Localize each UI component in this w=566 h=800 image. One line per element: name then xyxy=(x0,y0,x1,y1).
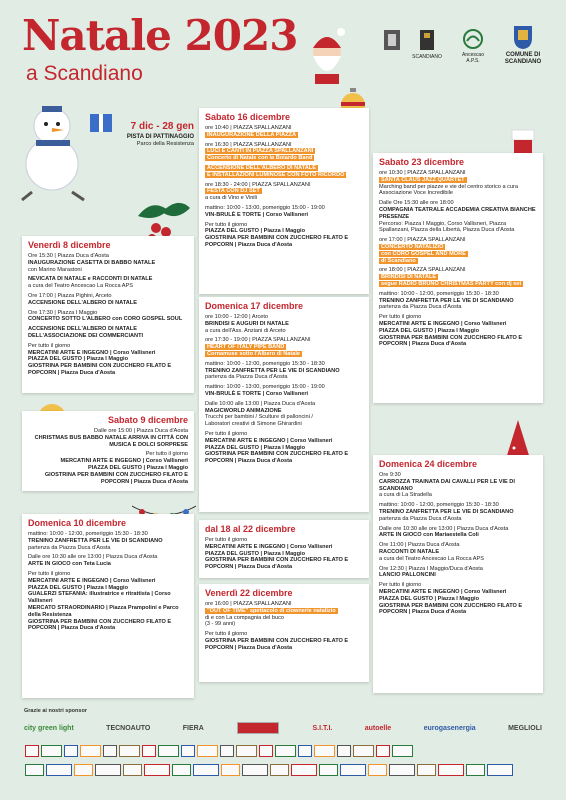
sponsor-logo xyxy=(389,764,415,776)
card-title: Venerdì 22 dicembre xyxy=(205,588,293,598)
logo-shield xyxy=(376,28,408,54)
sponsor-logo xyxy=(25,745,39,757)
snowman-icon xyxy=(12,92,122,204)
santa-icon xyxy=(305,26,349,84)
sponsor-logo xyxy=(221,764,240,776)
card-title: dal 18 al 22 dicembre xyxy=(205,524,296,534)
sponsor-logo xyxy=(103,745,117,757)
card-title: Domenica 10 dicembre xyxy=(28,518,127,528)
sponsor-logo xyxy=(368,764,387,776)
card-dal-18-al-22: dal 18 al 22 dicembre Per tutto il giorno MERCATINI ARTE E INGEGNO | Corso Vallisneri PIAZZA DEL GUSTO | Piazza I Maggio GIOSTRINA PER BAMBINI CON ZUCCHERO FILATO E POPCORN | Piazza Duca d'Aosta xyxy=(199,520,369,578)
sponsors-section xyxy=(24,708,542,794)
card-title: Sabato 16 dicembre xyxy=(205,112,291,122)
sponsor-logo xyxy=(340,764,366,776)
sponsor-logo xyxy=(337,745,351,757)
sponsor-logo-strip xyxy=(24,744,542,788)
sponsor-logo: eurogasenergia xyxy=(423,724,476,732)
page-title: Natale 2023 xyxy=(22,11,298,60)
sponsor-logo xyxy=(181,745,195,757)
sponsor-logo xyxy=(417,764,436,776)
sponsor-logo: TECNOAUTO xyxy=(106,724,151,732)
sponsor-logo xyxy=(438,764,464,776)
sponsor-logo xyxy=(80,745,101,757)
sponsor-logo xyxy=(25,764,44,776)
card-title: Venerdì 8 dicembre xyxy=(28,240,111,250)
sponsor-logo xyxy=(144,764,170,776)
sponsor-logo xyxy=(319,764,338,776)
pattinaggio-block xyxy=(112,121,194,148)
sponsor-logo xyxy=(298,745,312,757)
card-venerdi-22: Venerdì 22 dicembre ore 16:00 | PIAZZA SPALLANZANI "OUT OF TIME" spettacolo di clownerie natalizio di e con La compagnia del buco (3 - 99 anni) Per tutto il giorno GIOSTRINA PER BAMBINI CON ZUCCHERO FILATO E POPCORN | Piazza Duca d'Aosta xyxy=(199,584,369,682)
card-domenica-17: Domenica 17 dicembre ore 10:00 - 12:00 | Arceto BRINDISI E AUGURI DI NATALE a cura dell'Ass. Anziani di Arceto ore 17:30 - 19:00 | PIAZZA SPALLANZANI HEART OF ITALY PIPE BAND Cornamuse sotto l'Albero di Natale mattino: 10:00 - 12:00, pomeriggio 15:30 - 18:30 TRENINO ZANFRETTA PER LE VIE DI SCANDIANO partenza da Piazza Duca d'Aosta mattino: 10:00 - 13:00, pomeriggio 15:00 - 19:00 VIN-BRULÈ E TORTE | Corso Vallisneri Dalle 10:00 alle 13:00 | Piazza Duca d'Aosta MAGICWORLD ANIMAZIONE Trucchi per bambini / Sculture di palloncini / Laboratori creativi di Simone Ghirardini Per tutto il giorno MERCATINI ARTE E INGEGNO | Corso Vallisneri PIAZZA DEL GUSTO | Piazza I Maggio GIOSTRINA PER BAMBINI CON ZUCCHERO FILATO E POPCORN | Piazza Duca d'Aosta xyxy=(199,297,369,512)
sponsor-logo: autoelle xyxy=(364,724,392,732)
card-title: Sabato 9 dicembre xyxy=(107,415,188,425)
card-domenica-10: Domenica 10 dicembre mattino: 10:00 - 12:00, pomeriggio 15:30 - 18:30 TRENINO ZANFRETTA PER LE VIE DI SCANDIANO partenza da Piazza Duca d'Aosta Dalle ore 10:30 alle ore 13:00 | Piazza Duca d'Aosta ARTE IN GIOCO con Teta Lucia Per tutto il giorno MERCATINI ARTE E INGEGNO | Corso Vallisneri PIAZZA DEL GUSTO | Piazza I Maggio GUALERZI STEFANIA: illustratrice e ritrattista | Corso Vallisneri MERCATO STRAORDINARIO | Piazza Prampolini e Parco della Resistenza GIOSTRINA PER BAMBINI CON ZUCCHERO FILATO E POPCORN | Piazza Duca d'Aosta xyxy=(22,514,194,698)
pattinaggio-place: Parco della Resistenza xyxy=(136,141,194,147)
sponsor-logo xyxy=(487,764,513,776)
sponsor-logo: FIERA xyxy=(182,724,204,732)
sponsor-logo xyxy=(291,764,317,776)
sponsor-logo xyxy=(376,745,390,757)
sponsor-logo xyxy=(259,745,273,757)
sponsor-logo: MEGLIOLI xyxy=(508,724,542,732)
card-sabato-9: Sabato 9 dicembre Dalle ore 15:00 | Piazza Duca d'Aosta CHRISTMAS BUS BABBO NATALE ARRIVA IN CITTÀ CON MUSICA E DOLCI SORPRESE Per tutto il giorno MERCATINI ARTE E INGEGNO | Corso Vallisneri PIAZZA DEL GUSTO | Piazza I Maggio GIOSTRINA PER BAMBINI CON ZUCCHERO FILATO E POPCORN | Piazza Duca d'Aosta xyxy=(22,411,194,491)
page-subtitle: a Scandiano xyxy=(26,62,143,85)
sponsor-logo xyxy=(95,764,121,776)
sponsor-logo xyxy=(237,722,279,734)
card-venerdi-8: Venerdì 8 dicembre Ore 15:30 | Piazza Duca d'Aosta INAUGURAZIONE CASETTA DI BABBO NATALE con Marino Marastoni NEVICATA DI NATALE e RACCONTI DI NATALE a cura del Teatro Ancescao La Rocca APS Ore 17:00 | Piazza Pighini, Arceto ACCENSIONE DELL'ALBERO DI NATALE Ore 17:30 | Piazza I Maggio CONCERTO SOTTO L'ALBERO con CORO GOSPEL SOUL ACCENSIONE DELL'ALBERO DI NATALE DELL'ASSOCIAZIONE DEI COMMERCIANTI Per tutto il giorno MERCATINI ARTE E INGEGNO | Corso Vallisneri PIAZZA DEL GUSTO | Piazza I Maggio GIOSTRINA PER BAMBINI CON ZUCCHERO FILATO E POPCORN | Piazza Duca d'Aosta xyxy=(22,236,194,393)
sponsor-logo xyxy=(46,764,72,776)
sponsor-logo xyxy=(242,764,268,776)
sponsor-logo: city green light xyxy=(24,724,74,732)
card-domenica-24: Domenica 24 dicembre Ore 9:30 CARROZZA TRAINATA DAI CAVALLI PER LE VIE DI SCANDIANO a cura di La Stradella mattino: 10:00 - 12:00, pomeriggio 15:30 - 18:30 TRENINO ZANFRETTA PER LE VIE DI SCANDIANO partenza da Piazza Duca d'Aosta Dalle ore 10:30 alle ore 13:00 | Piazza Duca d'Aosta ARTE IN GIOCO con Mariaestella Coli Ore 11:00 | Piazza Duca d'Aosta RACCONTI DI NATALE a cura del Teatro Ancescao La Rocca APS Ore 12:30 | Piazza I Maggio/Duca d'Aosta LANCIO PALLONCINI Per tutto il giorno MERCATINI ARTE E INGEGNO | Corso Vallisneri PIAZZA DEL GUSTO | Piazza I Maggio GIOSTRINA PER BAMBINI CON ZUCCHERO FILATO E POPCORN | Piazza Duca d'Aosta xyxy=(373,455,543,693)
sponsor-logo xyxy=(197,745,218,757)
sponsor-logo xyxy=(466,764,485,776)
sponsor-logo xyxy=(142,745,156,757)
logo-scandiano: SCANDIANO xyxy=(412,28,442,60)
sponsor-logo xyxy=(74,764,93,776)
sponsor-logo xyxy=(172,764,191,776)
sponsor-logo xyxy=(41,745,62,757)
pattinaggio-title: PISTA DI PATTINAGGIO xyxy=(126,134,194,140)
sponsor-logo xyxy=(314,745,335,757)
card-title: Domenica 24 dicembre xyxy=(379,459,478,469)
sponsor-logo xyxy=(123,764,142,776)
pattinaggio-date: 7 dic - 28 gen xyxy=(130,121,194,132)
card-sabato-16: Sabato 16 dicembre ore 10:40 | PIAZZA SPALLANZANI INAUGURAZIONE DELLA PIAZZA ore 16:30 | PIAZZA SPALLANZANI LUCI E CANTI IN PIAZZA SPALLANZANI Concerto di Natale con la Boiardo Band ACCENSIONE DELL'ALBERO DI NATALE E INSTALLAZIONI LUMINOSE CON FOTO RICORDO ore 18:30 - 24:00 | PIAZZA SPALLANZANI FESTA CON DJ SET a cura di Vino e Vinili mattino: 10:00 - 13:00, pomeriggio 15:00 - 19:00 VIN-BRULÈ E TORTE | Corso Vallisneri Per tutto il giorno PIAZZA DEL GUSTO | Piazza I Maggio GIOSTRINA PER BAMBINI CON ZUCCHERO FILATO E POPCORN | Piazza Duca d'Aosta xyxy=(199,108,369,294)
logo-comune: COMUNE DI SCANDIANO xyxy=(500,22,546,66)
sponsor-logo xyxy=(64,745,78,757)
card-sabato-23: Sabato 23 dicembre ore 10:30 | PIAZZA SPALLANZANI SANTA CLAUS JAZZ QUARTET Marching band per piazze e vie del centro storico a cura Associazione Voce Incredibile Dalle Ore 15:30 alle ore 18:00 COMPAGNIA TEATRALE ACCADEMIA CREATIVA BIANCHE PRESENZE Percorso: Piazza I Maggio, Corso Vallisneri, Piazza Spallanzani, Piazza della Libertà, Piazza Duca d'Aosta ore 17:00 | PIAZZA SPALLANZANI CONCERTO NATALIZIO con CORO GOSPEL AND MORE di Scandiano ore 18:00 | PIAZZA SPALLANZANI BRINDISI DI NATALE segue RADIO BRUNO CHRISTMAS PARTY con dj set mattino: 10:00 - 12:00, pomeriggio 15:30 - 18:30 TRENINO ZANFRETTA PER LE VIE DI SCANDIANO partenza da Piazza Duca d'Aosta Per tutto il giorno MERCATINI ARTE E INGEGNO | Corso Vallisneri PIAZZA DEL GUSTO | Piazza I Maggio GIOSTRINA PER BAMBINI CON ZUCCHERO FILATO E POPCORN | Piazza Duca d'Aosta xyxy=(373,153,543,403)
sponsors-label: Grazie ai nostri sponsor xyxy=(24,708,87,714)
sponsor-logo xyxy=(353,745,374,757)
card-title: Sabato 23 dicembre xyxy=(379,157,465,167)
sponsor-logo xyxy=(158,745,179,757)
sponsor-logo xyxy=(220,745,234,757)
sponsor-logo xyxy=(236,745,257,757)
sponsor-logo xyxy=(270,764,289,776)
sponsor-logo: S.I.T.I. xyxy=(312,724,333,732)
sponsor-logo xyxy=(119,745,140,757)
sponsor-logo xyxy=(275,745,296,757)
sponsor-logo xyxy=(392,745,413,757)
card-title: Domenica 17 dicembre xyxy=(205,301,304,311)
sponsor-logo xyxy=(193,764,219,776)
logo-ancescao: Ancescao A.P.S. xyxy=(455,28,491,64)
